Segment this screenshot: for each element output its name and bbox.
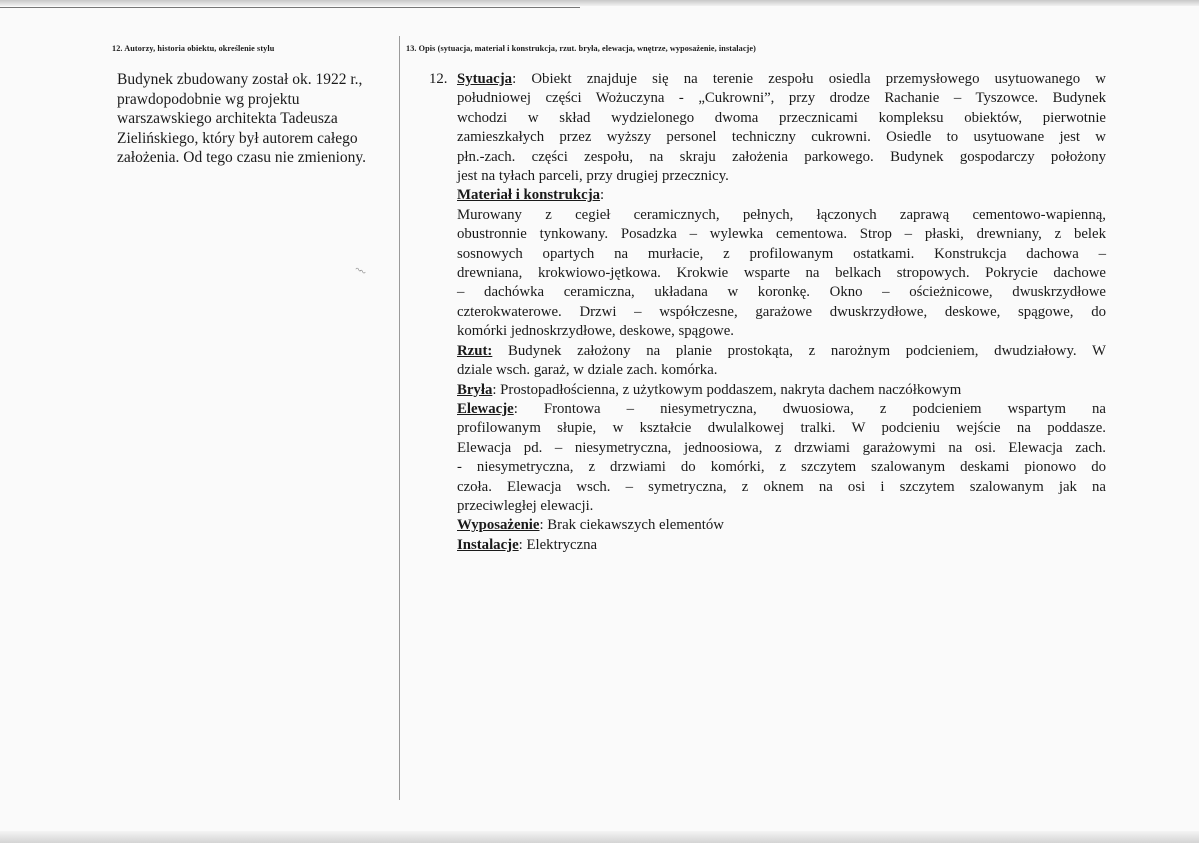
rzut-text: Budynek założony na planie prostokąta, z narożnym podcieniem, dwudziałowy. W (492, 342, 1106, 359)
text-line: założenia. Od tego czasu nie zmieniony. (117, 149, 367, 166)
text-line: warszawskiego architekta Tadeusza (117, 110, 338, 127)
bryla-line (457, 381, 1106, 400)
instalacje-label: Instalacje (457, 536, 519, 553)
material-heading (457, 186, 1106, 205)
elewacje-line: Elewacja pd. – niesymetryczna, jednoosiowa, z drzwiami garażowymi na osi. Elewacja zach. (457, 439, 1106, 456)
scan-edge-bottom (0, 831, 1199, 843)
material-line: obustronnie tynkowany. Posadzka – wylewka cementowa. Strop – płaski, drewniany, z belek (457, 226, 1106, 243)
sytuacja-line: płn.-zach. części zespołu, na skraju założenia parkowego. Budynek gospodarczy położony (457, 148, 1106, 165)
elewacje-line: czoła. Elewacja wsch. – symetryczna, z oknem na osi i szczytem szalowanym jak na (457, 478, 1106, 495)
elewacje-line (457, 400, 1106, 419)
sytuacja-label: Sytuacja (457, 71, 513, 87)
elewacje-line: profilowanym słupie, w kształcie dwulalkowej tralki. W podcieniu wejście na poddasze. (457, 420, 1106, 437)
material-line: komórki jednoskrzydłowe, deskowe, spągowe. (457, 323, 734, 340)
description-item (406, 70, 1106, 555)
item-number: 12. (429, 71, 448, 87)
sytuacja-line: jest na tyłach parceli, przy drugiej przecznicy. (457, 168, 729, 185)
elewacje-line: - niesymetryczna, z drzwiami do komórki, z szczytem szalowanym deskami pionowo do (457, 459, 1106, 476)
instalacje-line (457, 536, 1106, 555)
instalacje-text: : Elektryczna (518, 536, 598, 553)
elewacje-text: : Frontowa – niesymetryczna, dwuosiowa, z podcieniem wspartym na (513, 400, 1106, 417)
sytuacja-line: zamieszkałych przez wyższy personel techniczny cukrowni. Osiedle to usytuowane jest w (457, 129, 1106, 146)
rzut-label: Rzut: (457, 342, 493, 359)
sytuacja-line (457, 70, 1106, 89)
left-column (112, 44, 392, 168)
wyposazenie-label: Wyposażenie (457, 517, 540, 534)
scan-smudge-mark: ~~ (352, 261, 367, 279)
text-line: prawdopodobnie wg projektu (117, 90, 300, 108)
elewacje-line: przeciwległej elewacji. (457, 497, 594, 514)
scan-edge-top (0, 0, 1199, 6)
wyposazenie-text: : Brak ciekawszych elementów (539, 517, 724, 534)
authors-history-text (112, 70, 392, 168)
material-line: sosnowych opartych na murłacie, z profilowanym ostatkami. Konstrukcja dachowa – (457, 245, 1106, 262)
material-line: – dachówka ceramiczna, układana w koronkę. Okno – ościeżnicowe, dwuskrzydłowe (457, 284, 1106, 301)
left-column-heading: 12. Autorzy, historia obiektu, określenie stylu (112, 44, 275, 53)
wyposazenie-line (457, 516, 1106, 535)
material-label: Materiał i konstrukcja (457, 187, 601, 204)
material-line: Murowany z cegieł ceramicznych, pełnych, łączonych zaprawą cementowo-wapienną, (457, 206, 1106, 223)
bryla-label: Bryła (457, 381, 493, 398)
sytuacja-text: : Obiekt znajduje się na terenie zespołu osiedla przemysłowego usytuowanego w (512, 71, 1106, 87)
text-line: Zielińskiego, który był autorem całego (117, 129, 358, 147)
right-column (406, 44, 1106, 555)
material-colon: : (600, 187, 605, 204)
text-line: Budynek zbudowany został ok. 1922 r., (117, 71, 363, 88)
column-divider (399, 36, 400, 800)
sytuacja-line: południowej części Wożuczyna - „Cukrowni”, przy drodze Rachanie – Tyszowce. Budynek (457, 90, 1106, 107)
scan-rule-top (0, 7, 580, 8)
material-line: drewniana, krokwiowo-jętkowa. Krokwie wsparte na belkach stropowych. Pokrycie dachowe (457, 265, 1106, 282)
bryla-text: : Prostopadłościenna, z użytkowym poddaszem, nakryta dachem naczółkowym (492, 381, 962, 398)
material-line: czterokwaterowe. Drzwi – współczesne, garażowe dwuskrzydłowe, deskowe, spągowe, do (457, 303, 1106, 320)
rzut-line (457, 342, 1106, 361)
right-column-heading: 13. Opis (sytuacja, materiał i konstrukcja, rzut. bryła, elewacja, wnętrze, wyposażenie, instalacje) (406, 44, 756, 53)
sytuacja-line: wchodzi w skład wydzielonego dwoma przecznicami kompleksu obiektów, pierwotnie (457, 109, 1106, 126)
elewacje-label: Elewacje (457, 400, 514, 417)
rzut-line: dziale wsch. garaż, w dziale zach. komórka. (457, 362, 718, 379)
